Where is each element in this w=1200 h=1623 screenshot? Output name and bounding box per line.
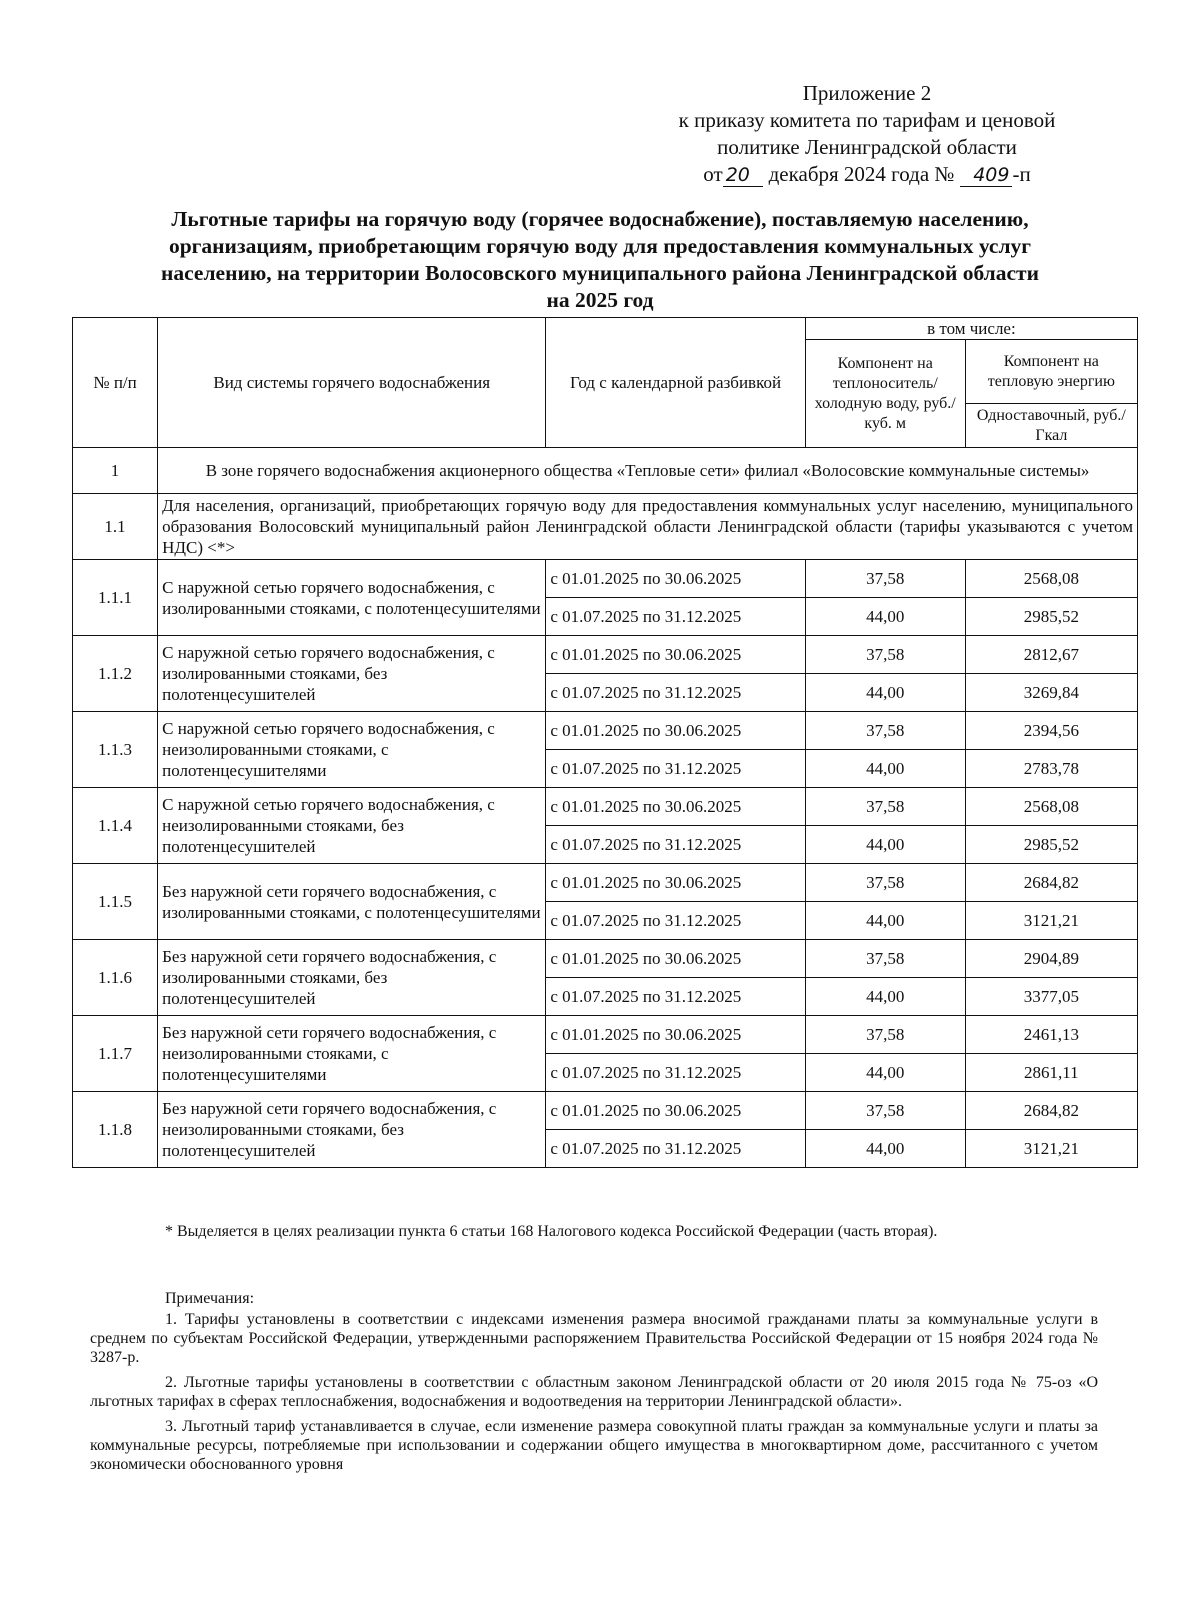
row-coolant-value: 37,58: [805, 560, 965, 598]
appendix-date-line: [632, 161, 1102, 188]
row-coolant-value: 44,00: [805, 902, 965, 940]
table-row: [73, 712, 1138, 750]
row-coolant-value: 37,58: [805, 712, 965, 750]
row-system-type: Без наружной сети горячего водоснабжения, с неизолированными стояками, с полотенцесушителями: [158, 1016, 546, 1092]
row-period: с 01.01.2025 по 30.06.2025: [546, 1016, 806, 1054]
row-coolant-value: 44,00: [805, 598, 965, 636]
row-num: 1.1.7: [73, 1016, 158, 1092]
subgroup-title: Для населения, организаций, приобретающих горячую воду для предоставления коммунальных услуг населению, муниципального образования Волосовский муниципальный район Ленинградской области Ленинградской области (тарифы указываются с учетом НДС) <*>: [158, 494, 1138, 560]
table-row: [73, 940, 1138, 978]
header-heat: Компонент на тепловую энергию: [965, 340, 1137, 404]
appendix-block: [632, 80, 1102, 188]
notes-title: Примечания:: [165, 1290, 255, 1307]
zone-num: 1: [73, 448, 158, 494]
row-heat-value: 2394,56: [965, 712, 1137, 750]
note-2: 2. Льготные тарифы установлены в соответствии с областным законом Ленинградской области от 20 июля 2015 года № 75-оз «О льготных тарифах в сферах теплоснабжения, водоснабжения и водоотведения на территории Ленинградской области».: [90, 1374, 1098, 1410]
row-coolant-value: 37,58: [805, 864, 965, 902]
row-coolant-value: 44,00: [805, 674, 965, 712]
header-num: № п/п: [73, 318, 158, 448]
row-period: с 01.01.2025 по 30.06.2025: [546, 560, 806, 598]
table-row: [73, 560, 1138, 598]
table-row: [73, 1016, 1138, 1054]
order-suffix: -п: [1012, 162, 1031, 186]
row-heat-value: 2985,52: [965, 598, 1137, 636]
row-system-type: С наружной сетью горячего водоснабжения, с изолированными стояками, с полотенцесушителями: [158, 560, 546, 636]
row-heat-value: 2568,08: [965, 560, 1137, 598]
header-year: Год с календарной разбивкой: [546, 318, 806, 448]
row-system-type: С наружной сетью горячего водоснабжения, с неизолированными стояками, с полотенцесушителями: [158, 712, 546, 788]
title-line-2: организациям, приобретающим горячую воду для предоставления коммунальных услуг: [168, 234, 1032, 258]
table-row: [73, 864, 1138, 902]
row-period: с 01.07.2025 по 31.12.2025: [546, 978, 806, 1016]
row-num: 1.1.6: [73, 940, 158, 1016]
note-1: 1. Тарифы установлены в соответствии с индексами изменения размера вносимой гражданами платы за коммунальные услуги в среднем по субъектам Российской Федерации, утвержденными распоряжением Правительства Российской Федерации от 15 ноября 2024 года № 3287-р.: [90, 1311, 1098, 1366]
row-heat-value: 2568,08: [965, 788, 1137, 826]
row-coolant-value: 44,00: [805, 750, 965, 788]
row-system-type: С наружной сетью горячего водоснабжения, с неизолированными стояками, без полотенцесушителей: [158, 788, 546, 864]
zone-title: В зоне горячего водоснабжения акционерного общества «Тепловые сети» филиал «Волосовские коммунальные системы»: [158, 448, 1138, 494]
row-period: с 01.01.2025 по 30.06.2025: [546, 864, 806, 902]
row-period: с 01.01.2025 по 30.06.2025: [546, 940, 806, 978]
header-coolant: Компонент на теплоноситель/ холодную воду, руб./куб. м: [805, 340, 965, 448]
title-line-3: населению, на территории Волосовского муниципального района Ленинградской области: [160, 261, 1039, 285]
row-heat-value: 3121,21: [965, 902, 1137, 940]
title-line-4: на 2025 год: [546, 288, 654, 312]
row-coolant-value: 37,58: [805, 940, 965, 978]
row-heat-value: 2985,52: [965, 826, 1137, 864]
row-heat-value: 2684,82: [965, 1092, 1137, 1130]
row-period: с 01.07.2025 по 31.12.2025: [546, 902, 806, 940]
row-num: 1.1.8: [73, 1092, 158, 1168]
table-row: [73, 1092, 1138, 1130]
row-coolant-value: 44,00: [805, 978, 965, 1016]
order-number: 409: [960, 163, 1013, 187]
row-num: 1.1.1: [73, 560, 158, 636]
appendix-line-2: к приказу комитета по тарифам и ценовой: [678, 108, 1056, 132]
row-period: с 01.01.2025 по 30.06.2025: [546, 712, 806, 750]
appendix-line-1: Приложение 2: [802, 81, 932, 105]
row-coolant-value: 44,00: [805, 1054, 965, 1092]
date-day: 20: [723, 163, 764, 187]
row-coolant-value: 37,58: [805, 1016, 965, 1054]
note-3: 3. Льготный тариф устанавливается в случае, если изменение размера совокупной платы граждан за коммунальные услуги и платы за коммунальные ресурсы, потребляемые при использовании и содержании общего имущества в многоквартирном доме, рассчитанного с учетом экономически обоснованного уровня: [90, 1418, 1098, 1473]
header-system: Вид системы горячего водоснабжения: [158, 318, 546, 448]
row-period: с 01.07.2025 по 31.12.2025: [546, 674, 806, 712]
tariffs-table: [72, 317, 1138, 1168]
row-period: с 01.07.2025 по 31.12.2025: [546, 598, 806, 636]
row-system-type: С наружной сетью горячего водоснабжения, с изолированными стояками, без полотенцесушителей: [158, 636, 546, 712]
row-num: 1.1.5: [73, 864, 158, 940]
row-system-type: Без наружной сети горячего водоснабжения, с изолированными стояками, без полотенцесушителей: [158, 940, 546, 1016]
row-num: 1.1.4: [73, 788, 158, 864]
row-system-type: Без наружной сети горячего водоснабжения, с изолированными стояками, с полотенцесушителями: [158, 864, 546, 940]
row-period: с 01.01.2025 по 30.06.2025: [546, 636, 806, 674]
date-middle: декабря 2024 года №: [768, 162, 955, 186]
row-period: с 01.01.2025 по 30.06.2025: [546, 788, 806, 826]
subgroup-num: 1.1: [73, 494, 158, 560]
table-row: [73, 788, 1138, 826]
row-coolant-value: 44,00: [805, 1130, 965, 1168]
footnote: * Выделяется в целях реализации пункта 6 статьи 168 Налогового кодекса Российской Федерации (часть вторая).: [165, 1223, 938, 1240]
notes-block: [90, 1289, 1098, 1480]
header-single-rate: Одноставочный, руб./Гкал: [965, 404, 1137, 448]
row-period: с 01.01.2025 по 30.06.2025: [546, 1092, 806, 1130]
row-num: 1.1.2: [73, 636, 158, 712]
row-heat-value: 3121,21: [965, 1130, 1137, 1168]
row-period: с 01.07.2025 по 31.12.2025: [546, 750, 806, 788]
row-num: 1.1.3: [73, 712, 158, 788]
row-heat-value: 2783,78: [965, 750, 1137, 788]
row-heat-value: 3377,05: [965, 978, 1137, 1016]
header-including: в том числе:: [805, 318, 1137, 340]
row-period: с 01.07.2025 по 31.12.2025: [546, 1054, 806, 1092]
row-heat-value: 2861,11: [965, 1054, 1137, 1092]
table-row: [73, 636, 1138, 674]
row-heat-value: 2812,67: [965, 636, 1137, 674]
row-period: с 01.07.2025 по 31.12.2025: [546, 826, 806, 864]
title-line-1: Льготные тарифы на горячую воду (горячее водоснабжение), поставляемую населению,: [171, 207, 1029, 231]
appendix-line-3: политике Ленинградской области: [717, 135, 1017, 159]
row-coolant-value: 37,58: [805, 788, 965, 826]
row-system-type: Без наружной сети горячего водоснабжения, с неизолированными стояками, без полотенцесушителей: [158, 1092, 546, 1168]
row-heat-value: 2904,89: [965, 940, 1137, 978]
row-coolant-value: 44,00: [805, 826, 965, 864]
row-heat-value: 2461,13: [965, 1016, 1137, 1054]
row-period: с 01.07.2025 по 31.12.2025: [546, 1130, 806, 1168]
row-coolant-value: 37,58: [805, 1092, 965, 1130]
document-title: [100, 206, 1100, 314]
row-coolant-value: 37,58: [805, 636, 965, 674]
date-prefix: от: [703, 162, 723, 186]
row-heat-value: 2684,82: [965, 864, 1137, 902]
row-heat-value: 3269,84: [965, 674, 1137, 712]
